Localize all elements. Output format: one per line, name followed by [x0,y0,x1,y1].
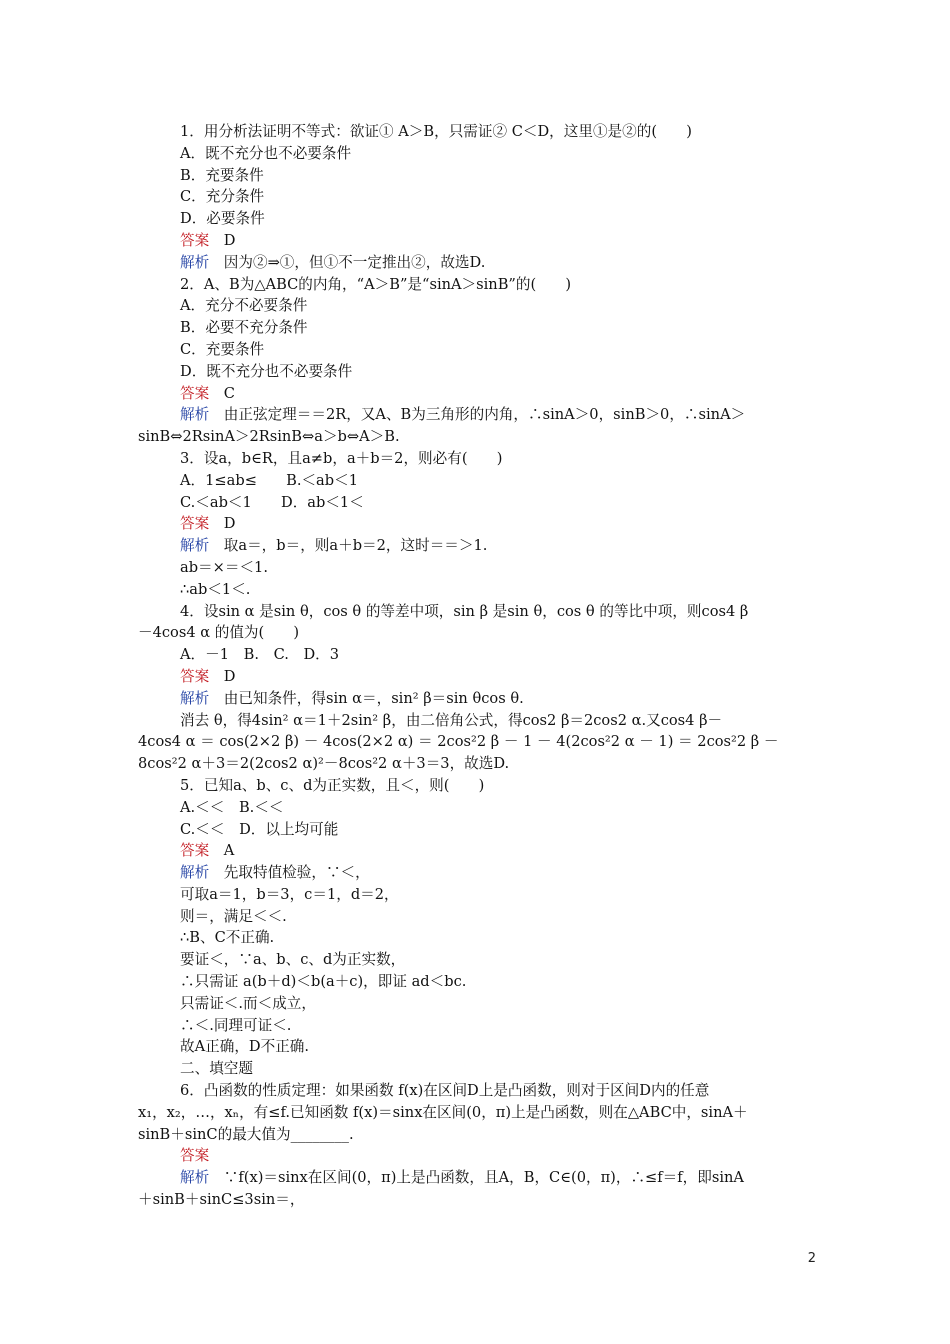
text-line [138,470,818,492]
line-text: D [209,515,236,533]
line-text: C.＜＜ D．以上均可能 [180,820,339,838]
text-line [138,426,818,448]
text-line [138,949,818,971]
analysis-line [138,688,818,710]
answer-line [138,1145,818,1167]
text-line [138,492,818,514]
text-line [138,971,818,993]
line-text: 因为②⇒①，但①不一定推出②，故选D. [209,253,486,271]
line-text: sinB⇔2RsinA＞2RsinB⇔a＞b⇔A＞B. [138,428,400,446]
line-text: B．必要不充分条件 [180,319,308,337]
line-text: A．充分不必要条件 [180,297,308,315]
line-text: ∴ab＜1＜. [180,580,251,598]
line-text: A [209,842,235,860]
line-text: 4．设sin α 是sin θ，cos θ 的等差中项，sin β 是sin θ，cos θ 的等比中项，则cos4 β [180,602,749,620]
analysis-label: 解析 [180,406,210,424]
line-text: x₁，x₂，…，xₙ，有≤f.已知函数 f(x)＝sinx在区间(0，π)上是凸函数，则在△ABC中，sinA＋ [138,1103,748,1121]
answer-line [138,666,818,688]
line-text: D．既不充分也不必要条件 [180,362,353,380]
answer-label: 答案 [180,1147,210,1165]
analysis-line [138,404,818,426]
text-line [138,186,818,208]
answer-label: 答案 [180,667,210,685]
answer-label: 答案 [180,842,210,860]
line-text: D．必要条件 [180,210,265,228]
text-line [138,993,818,1015]
text-line [138,1036,818,1058]
line-text: sinB＋sinC的最大值为________. [138,1125,354,1143]
line-text: 先取特值检验，∵＜， [209,864,370,882]
line-text: 2．A、B为△ABC的内角，“A＞B”是“sinA＞sinB”的( ) [180,275,572,293]
line-text: 二、填空题 [180,1060,253,1078]
answer-label: 答案 [180,231,210,249]
line-text: D [209,667,236,685]
line-text: B．充要条件 [180,166,264,184]
text-line [138,557,818,579]
text-line [138,1189,818,1211]
line-text: ＋sinB＋sinC≤3sin＝， [138,1191,305,1209]
line-text: 由正弦定理＝＝2R，又A、B为三角形的内角，∴sinA＞0，sinB＞0，∴sinA＞ [209,406,746,424]
line-text: A．既不充分也不必要条件 [180,144,352,162]
text-line [138,884,818,906]
line-text: 要证＜，∵a、b、c、d为正实数， [180,951,406,969]
line-text: C．充要条件 [180,340,265,358]
text-line [138,579,818,601]
line-text: C．充分条件 [180,188,265,206]
text-line [138,731,818,753]
text-line [138,295,818,317]
line-text: －4cos4 α 的值为( ) [138,624,300,642]
text-line [138,1080,818,1102]
analysis-label: 解析 [180,864,210,882]
text-line [138,1124,818,1146]
text-line [138,143,818,165]
line-text: 故A正确，D不正确. [180,1038,310,1056]
text-line [138,274,818,296]
text-line [138,710,818,732]
line-text: ∴＜.同理可证＜. [180,1016,292,1034]
text-line [138,601,818,623]
line-text: A.＜＜ B.＜＜ [180,798,284,816]
answer-line [138,840,818,862]
text-line [138,317,818,339]
text-line [138,121,818,143]
line-text: ∴只需证 a(b＋d)＜b(a＋c)，即证 ad＜bc. [180,973,467,991]
text-line [138,927,818,949]
line-text: A．－1 B. C. D．3 [180,646,340,664]
text-line [138,1102,818,1124]
analysis-line [138,862,818,884]
line-text: ab＝×＝＜1. [180,558,268,576]
answer-label: 答案 [180,515,210,533]
text-line [138,753,818,775]
page-number: 2 [807,1251,816,1266]
text-line [138,1058,818,1080]
line-text: 8cos²2 α＋3＝2(2cos2 α)²－8cos²2 α＋3＝3，故选D. [138,755,510,773]
answer-line [138,230,818,252]
answer-line [138,513,818,535]
line-text: 5．已知a、b、c、d为正实数，且＜，则( ) [180,776,485,794]
analysis-label: 解析 [180,689,210,707]
text-line [138,448,818,470]
line-text: 取a＝，b＝，则a＋b＝2，这时＝＝＞1. [209,537,488,555]
analysis-line [138,535,818,557]
line-text: A．1≤ab≤ B.＜ab＜1 [180,471,358,489]
text-line [138,622,818,644]
text-line [138,1015,818,1037]
line-text: 可取a＝1，b＝3，c＝1，d＝2， [180,885,399,903]
line-text: C.＜ab＜1 D．ab＜1＜ [180,493,364,511]
analysis-line [138,1167,818,1189]
analysis-label: 解析 [180,537,210,555]
answer-label: 答案 [180,384,210,402]
line-text: 6．凸函数的性质定理：如果函数 f(x)在区间D上是凸函数，则对于区间D内的任意 [180,1082,710,1100]
analysis-label: 解析 [180,1169,210,1187]
page-content [138,121,818,1211]
text-line [138,775,818,797]
answer-line [138,383,818,405]
line-text: 3．设a，b∈R，且a≠b，a＋b＝2，则必有( ) [180,449,503,467]
text-line [138,208,818,230]
line-text: 由已知条件，得sin α＝，sin² β＝sin θcos θ. [209,689,524,707]
text-line [138,819,818,841]
text-line [138,339,818,361]
line-text: ∵f(x)＝sinx在区间(0，π)上是凸函数，且A，B，C∈(0，π)，∴≤f＝f，即sinA [209,1169,744,1187]
line-text: 则＝，满足＜＜. [180,907,287,925]
line-text: ∴B、C不正确. [180,929,275,947]
line-text: D [209,231,236,249]
line-text: 只需证＜.而＜成立， [180,994,316,1012]
text-line [138,797,818,819]
line-text: 消去 θ，得4sin² α＝1＋2sin² β，由二倍角公式，得cos2 β＝2cos2 α.又cos4 β－ [180,711,723,729]
line-text: C [209,384,235,402]
text-line [138,165,818,187]
analysis-line [138,252,818,274]
text-line [138,906,818,928]
analysis-label: 解析 [180,253,210,271]
line-text: 4cos4 α ＝ cos(2×2 β) － 4cos(2×2 α) ＝ 2cos²2 β － 1 － 4(2cos²2 α － 1) ＝ 2cos²2 β － [138,733,779,751]
text-line [138,644,818,666]
line-text: 1．用分析法证明不等式：欲证① A＞B，只需证② C＜D，这里①是②的( ) [180,123,692,140]
text-line [138,361,818,383]
